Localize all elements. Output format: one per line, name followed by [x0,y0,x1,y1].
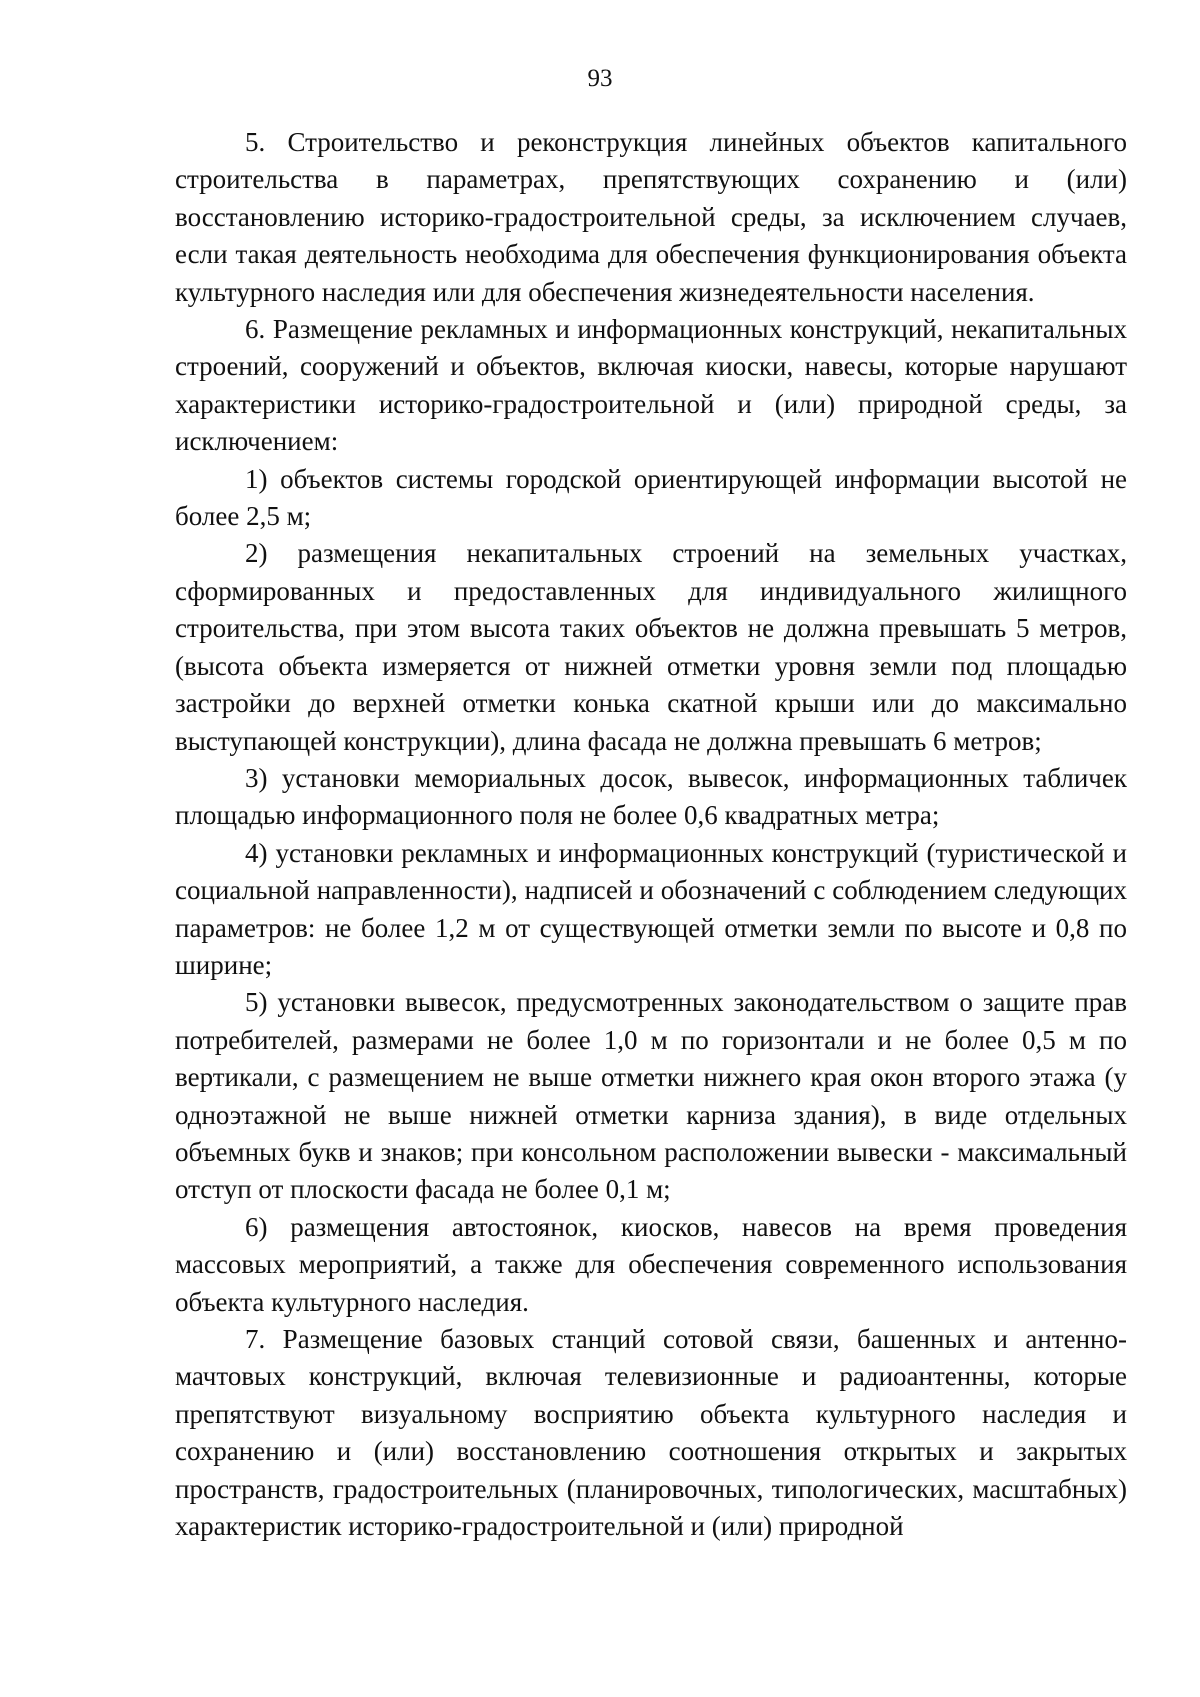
document-body [175,124,1127,1545]
page-number: 93 [587,65,613,92]
paragraph-item-7: 7. Размещение базовых станций сотовой связи, башенных и антенно-мачтовых конструкций, включая телевизионные и радиоантенны, которые препятствуют визуальному восприятию объекта культурного наследия и сохранению и (или) восстановлению соотношения открытых и закрытых пространств, градостроительных (планировочных, типологических, масштабных) характеристик историко-градостроительной и (или) природной [175,1324,1127,1542]
list-item-2: 2) размещения некапитальных строений на земельных участках, сформированных и предоставленных для индивидуального жилищного строительства, при этом высота таких объектов не должна превышать 5 метров, (высота объекта измеряется от нижней отметки уровня земли под площадью застройки до верхней отметки конька скатной крыши или до максимально выступающей конструкции), длина фасада не должна превышать 6 метров; [175,538,1127,756]
list-item-5: 5) установки вывесок, предусмотренных законодательством о защите прав потребителей, размерами не более 1,0 м по горизонтали и не более 0,5 м по вертикали, с размещением не выше отметки нижнего края окон второго этажа (у одноэтажной не выше нижней отметки карниза здания), в виде отдельных объемных букв и знаков; при консольном расположении вывески - максимальный отступ от плоскости фасада не более 0,1 м; [175,987,1127,1205]
list-item-3: 3) установки мемориальных досок, вывесок, информационных табличек площадью информационного поля не более 0,6 квадратных метра; [175,762,1127,831]
paragraph-item-6: 6. Размещение рекламных и информационных конструкций, некапитальных строений, сооружений и объектов, включая киоски, навесы, которые нарушают характеристики историко-градостроительной и (или) природной среды, за исключением: [175,314,1127,457]
list-item-6: 6) размещения автостоянок, киосков, навесов на время проведения массовых мероприятий, а также для обеспечения современного использования объекта культурного наследия. [175,1211,1127,1317]
list-item-4: 4) установки рекламных и информационных конструкций (туристической и социальной направленности), надписей и обозначений с соблюдением следующих параметров: не более 1,2 м от существующей отметки земли по высоте и 0,8 по ширине; [175,837,1127,980]
list-item-1: 1) объектов системы городской ориентирующей информации высотой не более 2,5 м; [175,463,1127,532]
paragraph-item-5: 5. Строительство и реконструкция линейных объектов капитального строительства в параметрах, препятствующих сохранению и (или) восстановлению историко-градостроительной среды, за исключением случаев, если такая деятельность необходима для обеспечения функционирования объекта культурного наследия или для обеспечения жизнедеятельности населения. [175,127,1127,307]
